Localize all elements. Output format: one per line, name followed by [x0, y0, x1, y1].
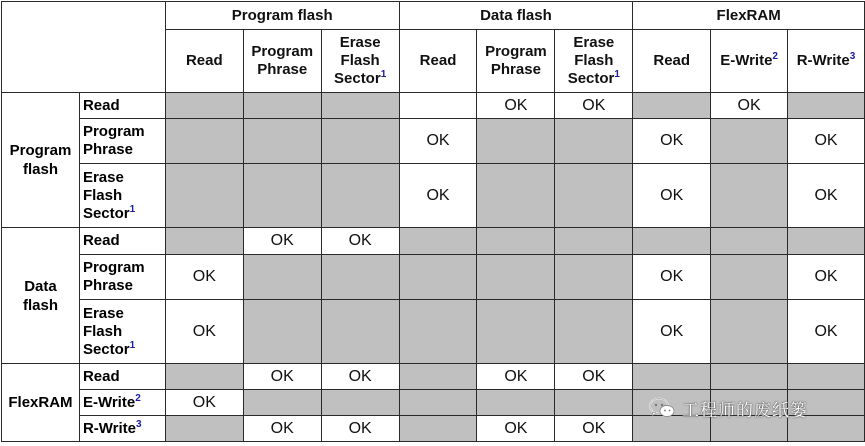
- label-line: Erase: [82, 304, 124, 322]
- cell-ok: OK: [399, 119, 477, 164]
- cell-ok: OK: [243, 228, 321, 255]
- cell-shaded: [165, 364, 243, 390]
- cell-ok: OK: [788, 300, 865, 364]
- cell-shaded: [633, 416, 711, 442]
- label-line: flash: [22, 296, 58, 314]
- cell-shaded: [633, 364, 711, 390]
- cell-ok: OK: [555, 93, 633, 119]
- cell-shaded: [243, 300, 321, 364]
- cell-ok: OK: [633, 164, 711, 228]
- label-line: Program: [82, 123, 145, 140]
- label-line: Flash: [340, 52, 380, 69]
- cell-shaded: [555, 164, 633, 228]
- label-line: Read: [419, 52, 457, 69]
- row-op-read: [79, 364, 165, 390]
- cell-shaded: [788, 93, 865, 119]
- label-line: Phrase: [82, 141, 133, 158]
- label-line: R-Write: [82, 419, 137, 437]
- row-op-erase-flash-sector: [79, 164, 165, 228]
- label-line: R-Write: [796, 52, 850, 69]
- cell-shaded: [477, 228, 555, 255]
- label-line: Read: [82, 96, 120, 114]
- header-col-erase-flash-sector: [321, 30, 399, 93]
- cell-ok: OK: [555, 416, 633, 442]
- cell-shaded: [711, 119, 788, 164]
- row-group-data-flash: [2, 228, 80, 364]
- label-line: Flash: [82, 186, 123, 204]
- cell-shaded: [321, 300, 399, 364]
- cell-shaded: [711, 416, 788, 442]
- header-col-program-phrase: [243, 30, 321, 93]
- cell-ok: OK: [555, 364, 633, 390]
- cell-ok: OK: [633, 255, 711, 300]
- header-col-erase-flash-sector: [555, 30, 633, 93]
- header-col-read: [165, 30, 243, 93]
- row-op-e-write: [79, 390, 165, 416]
- table-row: [2, 416, 865, 442]
- table-row: [2, 228, 865, 255]
- label-line: Phrase: [257, 61, 308, 78]
- cell-shaded: [243, 255, 321, 300]
- cell-shaded: [711, 364, 788, 390]
- row-op-program-phrase: [79, 255, 165, 300]
- cell-shaded: [321, 164, 399, 228]
- table-row: [2, 364, 865, 390]
- cell-shaded: [788, 228, 865, 255]
- row-op-read: [79, 228, 165, 255]
- table-row: [2, 390, 865, 416]
- cell-ok: OK: [477, 93, 555, 119]
- cell-shaded: [165, 164, 243, 228]
- cell-empty: [399, 93, 477, 119]
- cell-shaded: [788, 390, 865, 416]
- cell-shaded: [711, 164, 788, 228]
- label-line: Read: [653, 52, 691, 69]
- header-col-r-write: [788, 30, 865, 93]
- header-col-read: [633, 30, 711, 93]
- cell-ok: OK: [165, 255, 243, 300]
- label-line: Read: [185, 52, 223, 69]
- table-row: [2, 164, 865, 228]
- cell-ok: OK: [633, 119, 711, 164]
- label-line: Flash: [574, 52, 614, 69]
- cell-shaded: [399, 228, 477, 255]
- footnote-marker: 1: [614, 69, 620, 80]
- footnote-marker: 3: [849, 51, 856, 62]
- cell-shaded: [243, 164, 321, 228]
- corner-cell: [2, 2, 166, 93]
- cell-shaded: [711, 390, 788, 416]
- cell-shaded: [555, 119, 633, 164]
- cell-shaded: [711, 255, 788, 300]
- cell-shaded: [165, 228, 243, 255]
- header-col-e-write: [711, 30, 788, 93]
- label-line: Sector: [82, 204, 130, 222]
- cell-ok: OK: [321, 416, 399, 442]
- label-line: Program: [9, 142, 72, 159]
- label-line: Sector: [567, 70, 615, 87]
- footnote-marker: 1: [129, 203, 136, 215]
- cell-shaded: [555, 390, 633, 416]
- cell-ok: OK: [477, 364, 555, 390]
- cell-shaded: [399, 255, 477, 300]
- header-group-program-flash: Program flash: [165, 2, 399, 30]
- cell-shaded: [555, 228, 633, 255]
- label-line: Program: [82, 259, 145, 276]
- table-row: [2, 300, 865, 364]
- cell-ok: OK: [321, 228, 399, 255]
- cell-shaded: [633, 390, 711, 416]
- label-line: Read: [82, 367, 120, 385]
- label-line: Program: [251, 43, 314, 60]
- cell-shaded: [711, 228, 788, 255]
- cell-shaded: [165, 119, 243, 164]
- cell-ok: OK: [711, 93, 788, 119]
- footnote-marker: 1: [129, 339, 136, 351]
- cell-shaded: [555, 300, 633, 364]
- label-line: Sector: [334, 70, 381, 87]
- label-line: FlexRAM: [8, 394, 73, 411]
- cell-shaded: [711, 300, 788, 364]
- label-line: Program: [485, 43, 547, 60]
- cell-shaded: [788, 364, 865, 390]
- header-col-program-phrase: [477, 30, 555, 93]
- cell-shaded: [165, 93, 243, 119]
- table-row: [2, 119, 865, 164]
- cell-ok: OK: [477, 416, 555, 442]
- header-group-data-flash: Data flash: [399, 2, 633, 30]
- label-line: Erase: [573, 34, 615, 51]
- cell-ok: OK: [788, 255, 865, 300]
- label-line: E-Write: [82, 393, 136, 411]
- cell-ok: OK: [788, 164, 865, 228]
- cell-shaded: [399, 390, 477, 416]
- cell-ok: OK: [321, 364, 399, 390]
- row-op-erase-flash-sector: [79, 300, 165, 364]
- row-group-flexram: [2, 364, 80, 442]
- cell-shaded: [321, 255, 399, 300]
- cell-shaded: [399, 364, 477, 390]
- label-line: Sector: [82, 340, 130, 358]
- header-col-read: [399, 30, 477, 93]
- cell-shaded: [555, 255, 633, 300]
- footnote-marker: 2: [135, 392, 141, 404]
- label-line: Data: [24, 277, 57, 295]
- row-op-program-phrase: [79, 119, 165, 164]
- cell-shaded: [243, 119, 321, 164]
- flash-concurrency-table: [1, 1, 865, 442]
- cell-shaded: [477, 119, 555, 164]
- cell-shaded: [477, 390, 555, 416]
- footnote-marker: 2: [772, 51, 778, 62]
- label-line: flash: [22, 161, 58, 178]
- cell-shaded: [477, 300, 555, 364]
- cell-shaded: [399, 300, 477, 364]
- label-line: Erase: [339, 34, 381, 51]
- row-op-r-write: [79, 416, 165, 442]
- cell-shaded: [788, 416, 865, 442]
- cell-ok: OK: [165, 300, 243, 364]
- cell-shaded: [321, 93, 399, 119]
- table-row: [2, 255, 865, 300]
- cell-shaded: [243, 93, 321, 119]
- cell-ok: OK: [788, 119, 865, 164]
- cell-ok: OK: [243, 416, 321, 442]
- cell-ok: OK: [243, 364, 321, 390]
- cell-shaded: [321, 390, 399, 416]
- cell-ok: OK: [633, 300, 711, 364]
- footnote-marker: 1: [380, 69, 387, 80]
- cell-shaded: [399, 416, 477, 442]
- label-line: Erase: [82, 168, 124, 186]
- label-line: E-Write: [720, 52, 773, 69]
- cell-shaded: [633, 93, 711, 119]
- label-line: Read: [82, 232, 120, 249]
- table-row: [2, 93, 865, 119]
- row-op-read: [79, 93, 165, 119]
- cell-shaded: [477, 255, 555, 300]
- cell-shaded: [165, 416, 243, 442]
- cell-shaded: [321, 119, 399, 164]
- footnote-marker: 3: [136, 418, 142, 430]
- watermark-text: 工程师的废纸篓: [682, 400, 808, 421]
- cell-ok: OK: [399, 164, 477, 228]
- row-group-program-flash: [2, 93, 80, 228]
- cell-ok: OK: [165, 390, 243, 416]
- label-line: Phrase: [82, 277, 133, 294]
- cell-shaded: [633, 228, 711, 255]
- label-line: Flash: [82, 322, 123, 340]
- cell-shaded: [477, 164, 555, 228]
- header-group-flexram: FlexRAM: [633, 2, 865, 30]
- label-line: Phrase: [490, 61, 541, 78]
- cell-shaded: [243, 390, 321, 416]
